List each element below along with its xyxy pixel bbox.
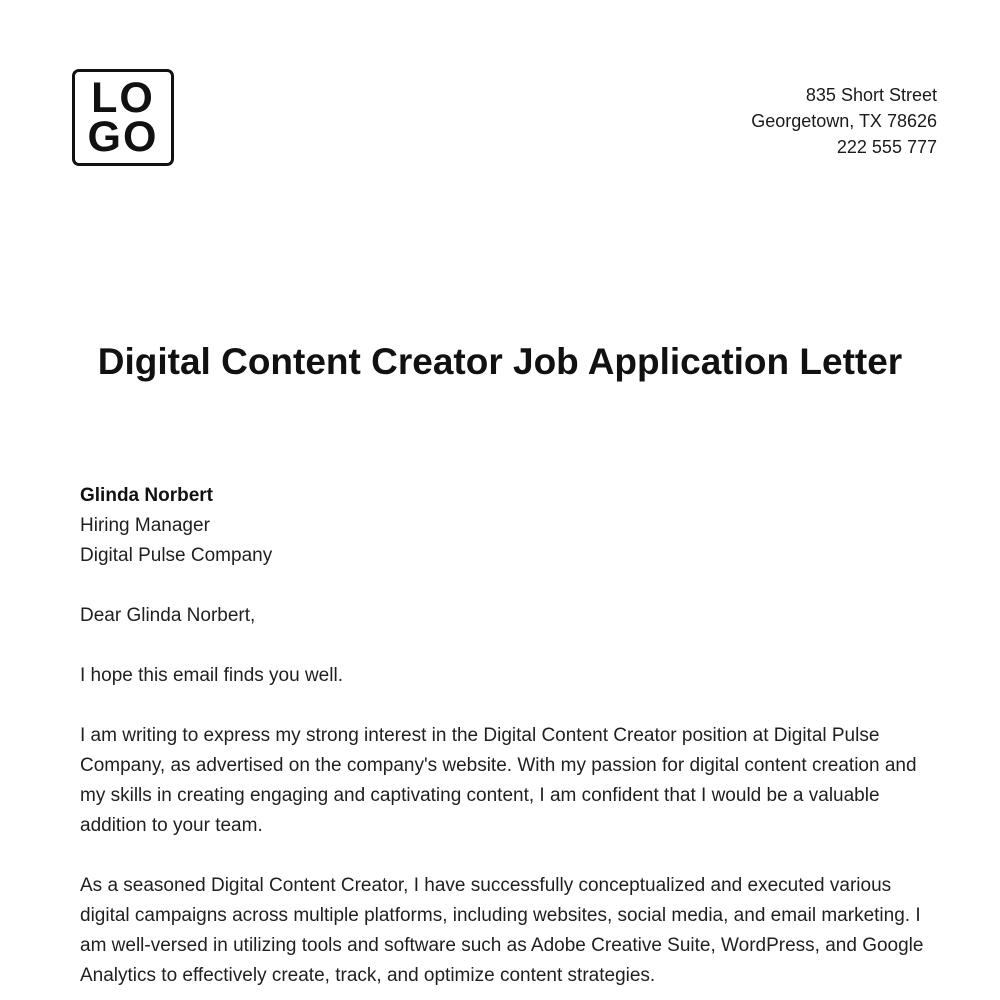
sender-address — [751, 82, 937, 160]
recipient-role: Hiring Manager — [80, 515, 210, 536]
letter-body — [80, 481, 940, 1000]
company-logo — [72, 69, 174, 166]
salutation: Dear Glinda Norbert, — [80, 605, 256, 626]
logo-text-line-1: LO — [91, 73, 155, 122]
paragraph-experience: As a seasoned Digital Content Creator, I have successfully conceptualized and executed various digital campaigns across multiple platforms, including websites, social media, and email marketing. I am well-versed in utilizing tools and software such as Adobe Creative Suite, WordPress, and Google Analytics to effectively create, track, and optimize content strategies. — [80, 875, 924, 986]
recipient-block — [80, 481, 940, 571]
paragraph-greeting: I hope this email finds you well. — [80, 665, 343, 686]
letter-title: Digital Content Creator Job Application Letter — [97, 341, 903, 382]
recipient-name: Glinda Norbert — [80, 485, 214, 506]
address-phone: 222 555 777 — [836, 137, 937, 157]
recipient-company: Digital Pulse Company — [80, 545, 273, 566]
address-city-state-zip: Georgetown, TX 78626 — [751, 111, 937, 131]
address-street: 835 Short Street — [805, 85, 937, 105]
paragraph-interest: I am writing to express my strong interest in the Digital Content Creator position at Digital Pulse Company, as advertised on the company's website. With my passion for digital content creation and my skills in creating engaging and captivating content, I am confident that I would be a valuable addition to your team. — [80, 725, 917, 836]
logo-text-line-2: GO — [87, 112, 159, 161]
